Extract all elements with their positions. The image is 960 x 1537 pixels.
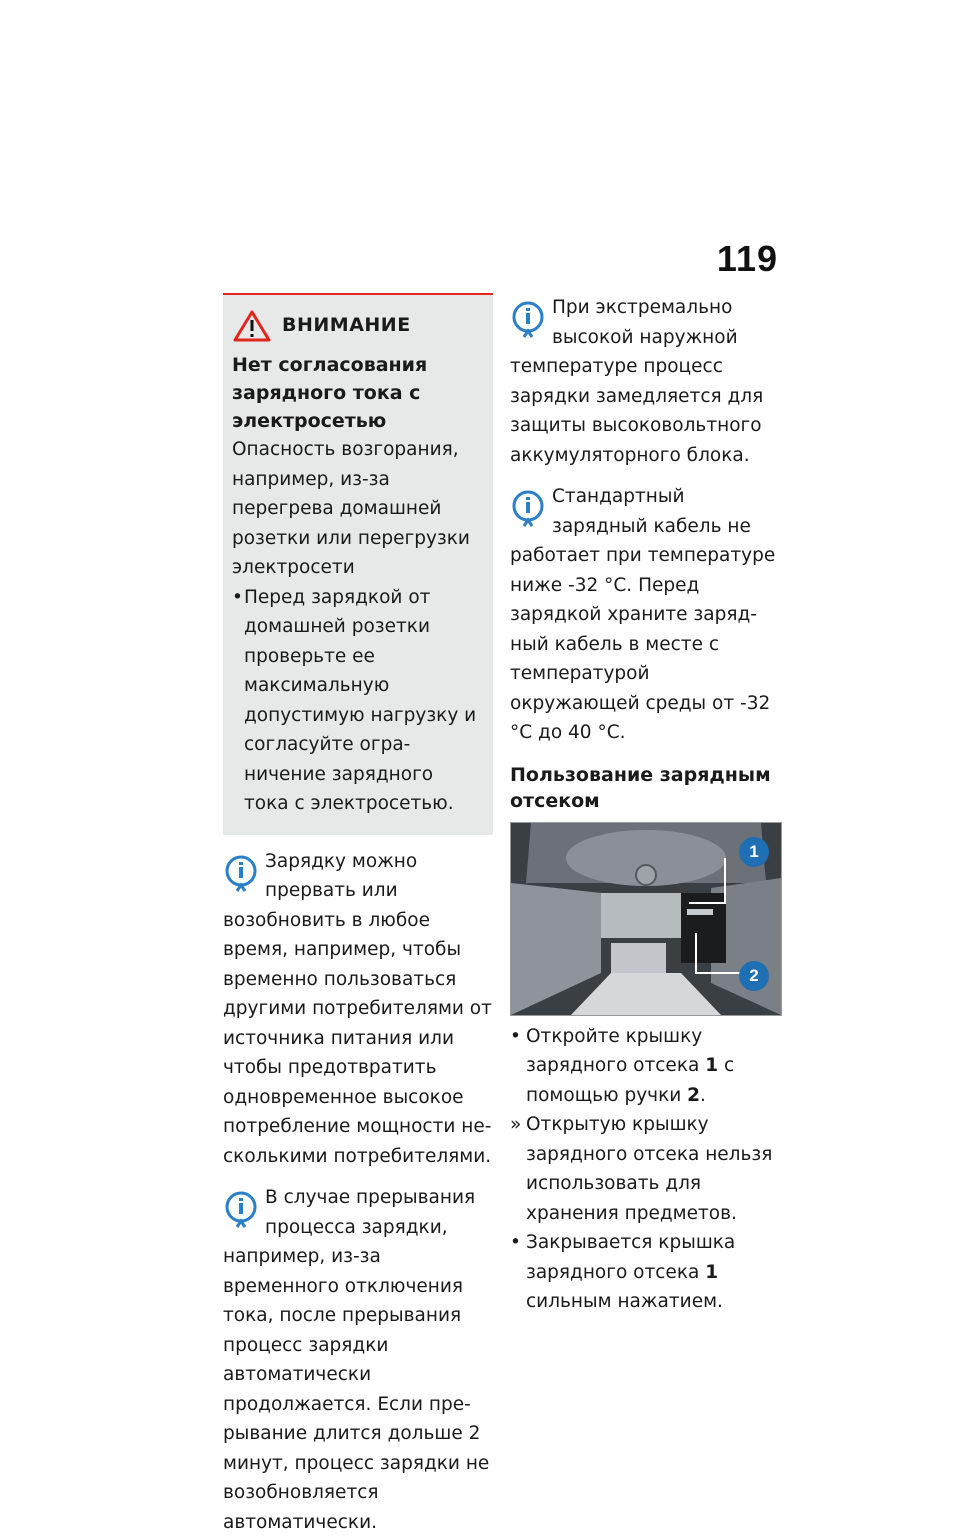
note-text: Зарядку можно прервать или возобновить в любое время, например, чтобы временно пользоваться другими потребителями от источника питания или чтобы предотвратить одновременное высокое потребление мощности несколькими потребителями. — [223, 850, 492, 1167]
section-title: Пользование зарядным отсеком — [510, 763, 771, 812]
callout-1: 1 — [739, 837, 769, 867]
warning-header — [232, 309, 481, 343]
charging-compartment-photo — [510, 822, 782, 1016]
step-marker: • — [510, 1025, 521, 1047]
info-note — [510, 482, 780, 748]
note-text: Стандартный зарядный кабель не работает при температуре ниже -32 °C. Перед зарядкой храните зарядный кабель в месте с температурой окружающей среды от -32 °C до 40 °C. — [510, 486, 776, 743]
note-text: В случае прерывания процесса зарядки, например, из-за временного отключения тока, после прерывания процесс зарядки автоматически продолжается. Если прерывание длится дольше 2 минут, процесс зарядки не возобновляется автоматически. — [223, 1187, 490, 1533]
info-icon — [510, 488, 546, 532]
step-item: • Закрывается крышка зарядного отсека 1 сильным нажатием. — [510, 1228, 780, 1317]
warning-body: Опасность возгорания, например, из-за перегрева домашней розетки или перегрузки электросети — [232, 439, 470, 578]
note-text: При экстремально высокой наружной температуре процесс зарядки замедляется для защиты высоковольтного аккумуляторного блока. — [510, 297, 764, 466]
step-item: » Открытую крышку зарядного отсека нельзя использовать для хранения предметов. — [510, 1110, 780, 1228]
warning-bullet-text: Перед зарядкой от домашней розетки проверьте ее максимальную допустимую нагрузку и согласуйте ограничение зарядного тока с электросетью. — [244, 586, 477, 814]
warning-label: ВНИМАНИЕ — [282, 314, 411, 337]
page-number: 119 — [716, 238, 778, 279]
warning-bullet — [232, 583, 481, 819]
right-column — [510, 293, 780, 1317]
info-icon — [223, 1189, 259, 1233]
info-note — [510, 293, 780, 470]
warning-box — [223, 293, 493, 835]
callout-2: 2 — [739, 961, 769, 991]
info-note — [223, 847, 493, 1172]
warning-subtitle: Нет согласования зарядного тока с электросетью — [232, 354, 428, 432]
bullet-marker: • — [232, 586, 243, 608]
info-note — [223, 1183, 493, 1537]
step-item: • Откройте крышку зарядного отсека 1 с помощью ручки 2. — [510, 1022, 780, 1111]
steps-list — [510, 1022, 780, 1317]
info-icon — [510, 299, 546, 343]
step-marker: • — [510, 1232, 521, 1253]
step-marker: » — [510, 1114, 522, 1135]
left-column — [223, 293, 493, 1537]
info-icon — [223, 853, 259, 897]
warning-triangle-icon — [232, 309, 272, 343]
